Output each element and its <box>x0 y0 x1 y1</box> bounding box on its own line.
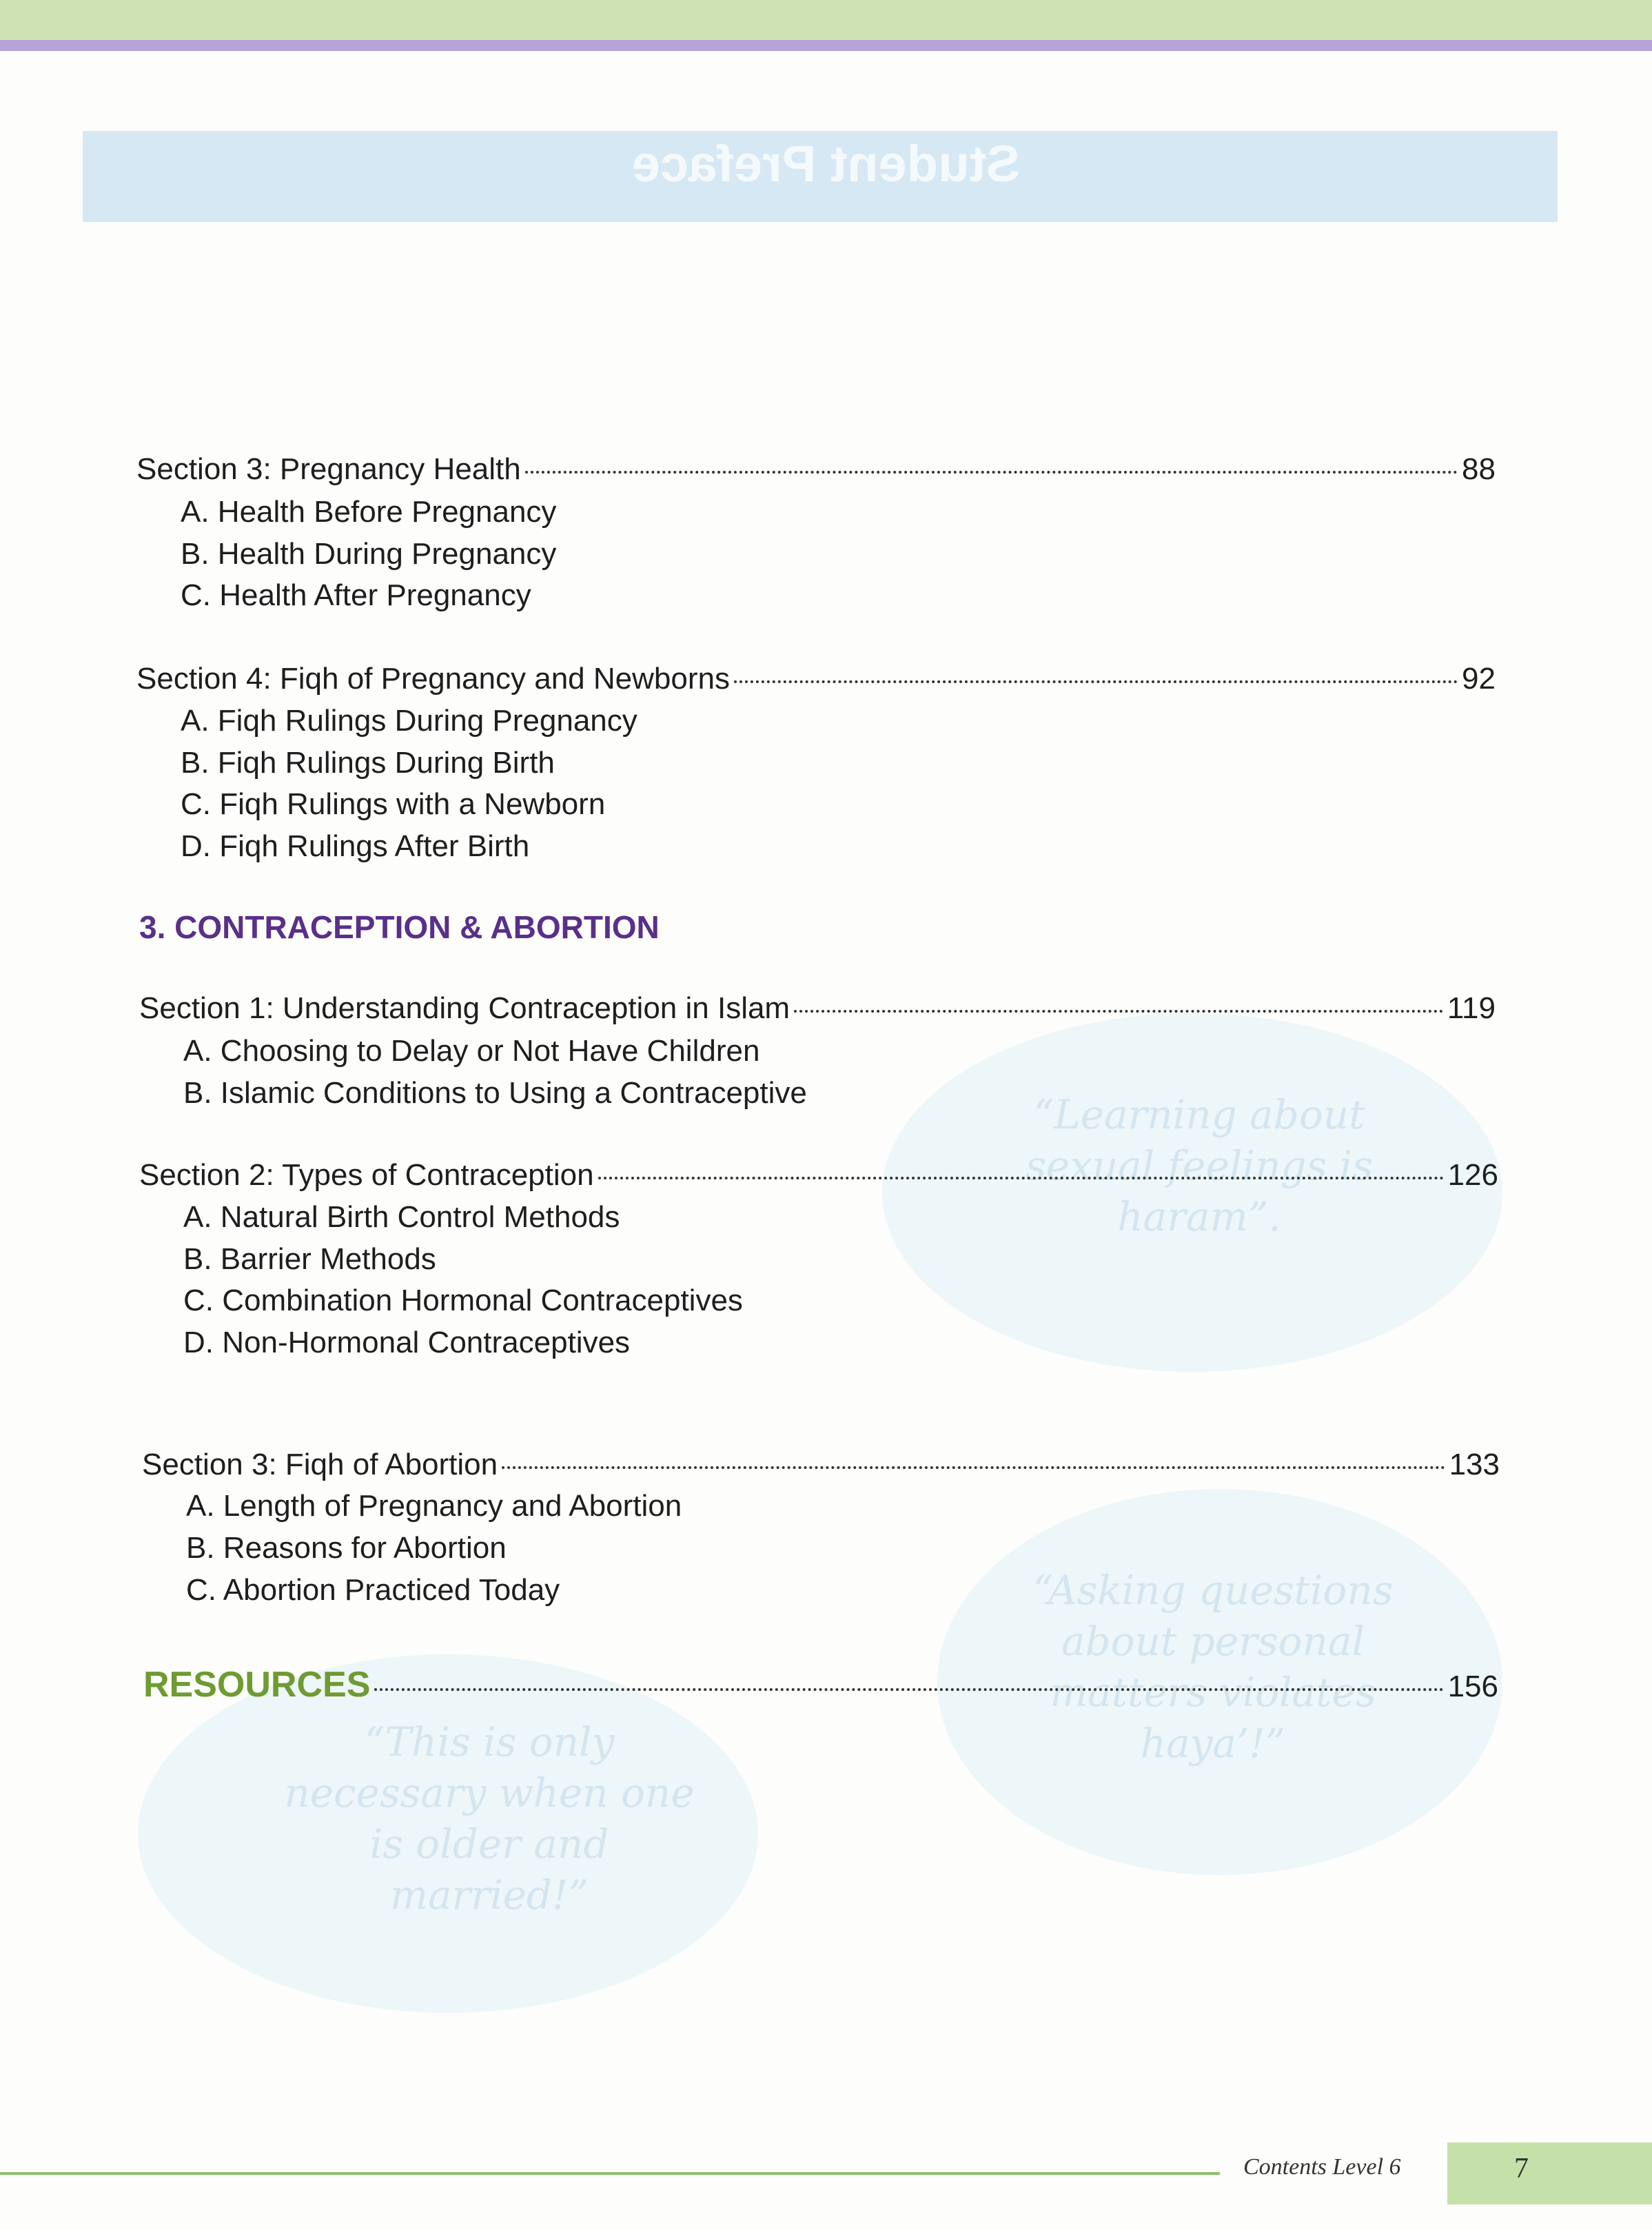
ghost-title: Student Preface <box>631 135 1021 192</box>
dot-leader <box>502 1466 1445 1469</box>
toc-subitem: B. Health During Pregnancy <box>181 537 557 571</box>
toc-subitem: C. Combination Hormonal Contraceptives <box>183 1284 743 1317</box>
toc-page-number: 92 <box>1462 662 1496 696</box>
toc-page-number: 126 <box>1447 1158 1498 1192</box>
toc-page-number: 119 <box>1447 991 1496 1025</box>
dot-leader <box>794 1010 1443 1013</box>
toc-subitem: C. Fiqh Rulings with a Newborn <box>181 787 606 821</box>
toc-entry-types-contraception[interactable] <box>139 1158 1498 1193</box>
toc-entry-label: Section 3: Pregnancy Health <box>136 452 521 486</box>
toc-subitem: B. Barrier Methods <box>183 1242 436 1276</box>
toc-subitem: A. Choosing to Delay or Not Have Children <box>183 1034 760 1068</box>
toc-entry-label: Section 3: Fiqh of Abortion <box>142 1448 498 1481</box>
toc-subitem: A. Fiqh Rulings During Pregnancy <box>181 704 638 738</box>
toc-entry-label: RESOURCES <box>143 1665 371 1705</box>
toc-subitem: B. Reasons for Abortion <box>186 1531 507 1565</box>
toc-entry-label: Section 2: Types of Contraception <box>139 1158 594 1192</box>
dot-leader <box>374 1688 1443 1691</box>
toc-entry-understanding-contraception[interactable] <box>139 991 1496 1026</box>
toc-entry-fiqh-abortion[interactable] <box>142 1448 1500 1482</box>
toc-subitem: D. Non-Hormonal Contraceptives <box>183 1326 631 1359</box>
toc-entry-pregnancy-health[interactable] <box>136 452 1496 487</box>
dot-leader <box>734 680 1458 683</box>
dot-leader <box>598 1177 1444 1179</box>
toc-entry-fiqh-pregnancy[interactable] <box>136 662 1496 696</box>
toc-page-number: 133 <box>1449 1448 1500 1481</box>
toc-subitem: B. Islamic Conditions to Using a Contraceptive <box>183 1076 807 1110</box>
toc-entry-resources[interactable] <box>143 1664 1498 1705</box>
page-number: 7 <box>1514 2153 1529 2185</box>
ghost-cloud-text: “Asking questions about personal matters violates haya’!” <box>1032 1567 1394 1767</box>
toc-subitem: A. Health Before Pregnancy <box>181 495 557 529</box>
toc-subitem: A. Length of Pregnancy and Abortion <box>186 1489 682 1523</box>
toc-page-number: 156 <box>1447 1670 1498 1703</box>
ghost-cloud-text: “This is only necessary when one is older and married!” <box>284 1719 695 1918</box>
toc-entry-label: Section 4: Fiqh of Pregnancy and Newborns <box>136 662 730 696</box>
unit-heading-contraception: 3. CONTRACEPTION & ABORTION <box>139 909 660 945</box>
toc-subitem: D. Fiqh Rulings After Birth <box>181 829 530 863</box>
toc-subitem: C. Health After Pregnancy <box>181 578 531 612</box>
dot-leader <box>525 471 1458 474</box>
toc-page-number: 88 <box>1462 452 1496 486</box>
toc-entry-label: Section 1: Understanding Contraception in Islam <box>139 991 791 1025</box>
footer-rule <box>0 2172 1220 2175</box>
toc-subitem: C. Abortion Practiced Today <box>186 1573 560 1607</box>
toc-subitem: A. Natural Birth Control Methods <box>183 1200 620 1234</box>
toc-subitem: B. Fiqh Rulings During Birth <box>181 746 555 780</box>
footer-title: Contents Level 6 <box>1243 2154 1401 2180</box>
ghost-cloud-text: “Learning about sexual feelings is haram”. <box>1026 1091 1373 1240</box>
page-number-tab <box>1447 2142 1652 2204</box>
